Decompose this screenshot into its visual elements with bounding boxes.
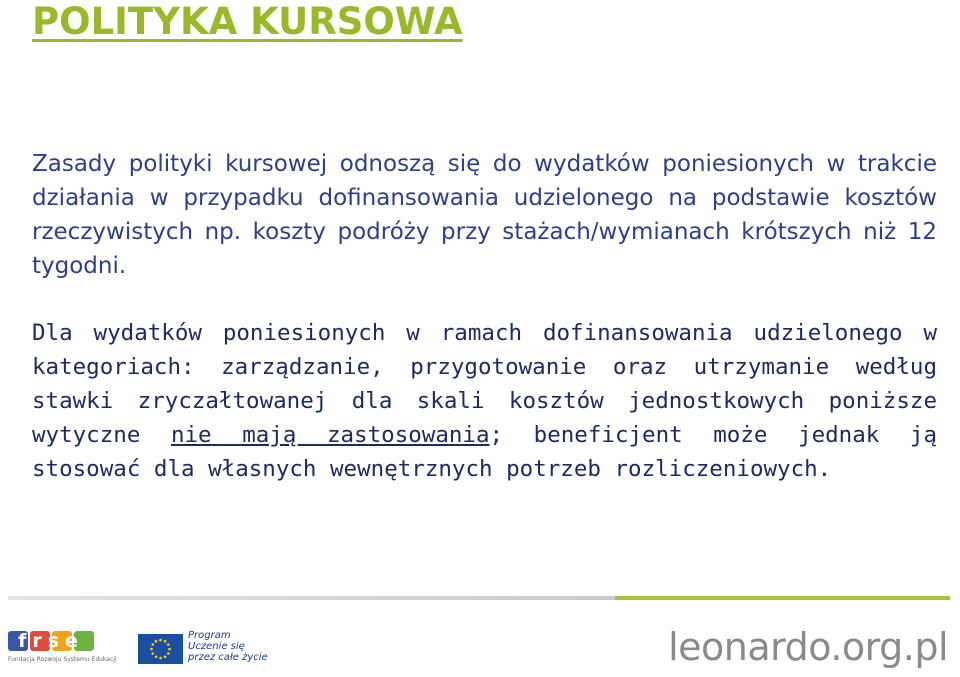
frse-logo-text: frse (18, 630, 84, 652)
slide-title: POLITYKA KURSOWA (32, 0, 463, 43)
paragraph-currency-policy: Zasady polityki kursowej odnoszą się do wydatków poniesionych w trakcie działania w przypadku dofinansowania udzielonego na podstawie kosztów rzeczywistych np. koszty podróży przy stażach/wymianach krótszych niż 12 tygodni. (32, 151, 937, 279)
underlined-phrase: nie mają zastosowania (170, 422, 490, 448)
footer-divider-grey (8, 596, 618, 600)
program-name (188, 630, 268, 663)
paragraph-text-start: Dla wydatków poniesionych w ramach dofinansowania udzielonego w kategoriach: zarządzanie, przygotowanie oraz utrzymanie według stawki zryczałtowanej dla skali kosztów jednostkowych poniższe wytyczne (32, 320, 937, 448)
program-line: Uczenie się (188, 641, 245, 652)
eu-flag-icon (138, 634, 183, 664)
website-logo: leonardo.org.pl (668, 625, 948, 669)
program-line: przez całe życie (188, 652, 268, 663)
footer-divider-green (615, 596, 950, 600)
paragraph-flat-rate-note (32, 316, 937, 486)
program-line: Program (188, 630, 231, 641)
paragraph-text-end: ; beneficjent może jednak ją stosować dla własnych wewnętrznych potrzeb rozliczeniowych. (32, 422, 937, 482)
frse-caption: Fundacja Rozwoju Systemu Edukacji (8, 656, 117, 663)
